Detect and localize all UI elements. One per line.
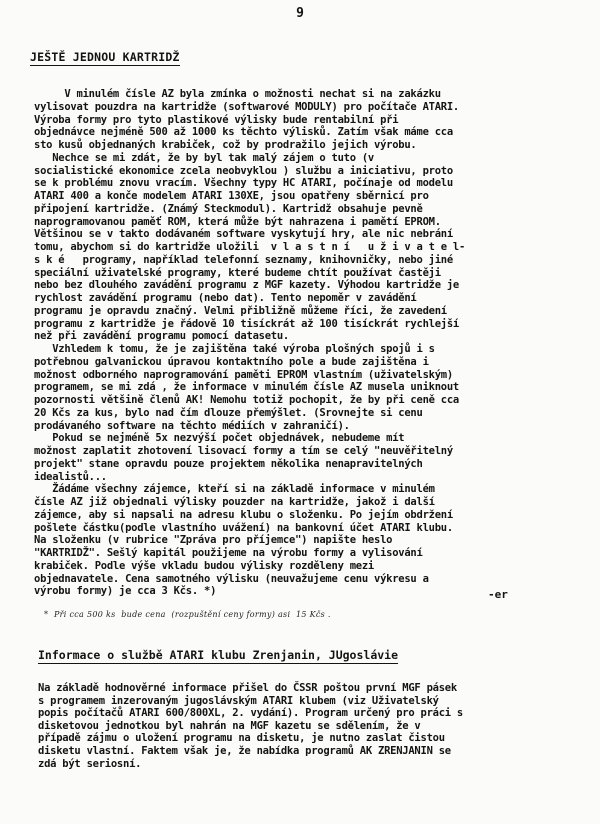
text-line: zájemce, aby si napsali na adresu klubu o složenku. Po jejím obdržení (34, 508, 453, 521)
text-line: nebo bez dlouhého zavádění programu z MGF kazety. Výhodou kartridže je (34, 279, 460, 292)
text-line: Vzhledem k tomu, že je zajištěna také výroba plošných spojů i s (34, 343, 435, 355)
text-line: Většinou se v takto dodávaném software vyskytují hry, ale nic nebrání (34, 228, 453, 241)
article-body-cartridge (34, 88, 586, 598)
page-number: 9 (296, 6, 304, 21)
handwritten-footnote: * Při cca 500 ks bude cena (rozpuštění ceny formy) asi 15 Kčs . (44, 610, 331, 619)
text-line: objednávce nejméně 500 až 1000 ks těchto výlisků. Zatím však máme cca (34, 126, 453, 139)
text-line: než při zavádění programu pomocí datasetu. (34, 330, 290, 343)
text-line: objednavatele. Cena samotného výlisku (neuvažujeme cenu výkresu a (34, 572, 429, 585)
text-line: čísle AZ již objednali výlisky pouzder na kartridže, jakož i další (34, 496, 435, 508)
text-line: sto kusů objednaných krabiček, což by prodražilo jejich výrobu. (34, 139, 417, 151)
text-line: socialistické ekonomice zcela neobvyklou ) službu a iniciativu, proto (34, 164, 453, 177)
text-line: V minulém čísle AZ byla zmínka o možnosti nechat si na zakázku (34, 88, 441, 100)
text-line: krabiček. Podle výše vkladu budou výlisky rozděleny mezi (34, 559, 375, 572)
text-line: Pokud se nejméně 5x nezvýší počet objednávek, nebudeme mít (34, 432, 405, 445)
text-line: s k é programy, například telefonní seznamy, knihovničky, nebo jiné (34, 253, 453, 266)
text-line: programem, se mi zdá , že informace v minulém čísle AZ musela uniknout (34, 381, 460, 394)
text-line: disketovou jednotkou byl nahrán na MGF kazetu se sdělením, že v (38, 719, 421, 732)
text-line: programu z kartridže je řádově 10 tisíckrát až 100 tisíckrát rychlejší (34, 317, 460, 330)
text-line: se k problému znovu vracím. Všechny typy HC ATARI, počínaje od modelu (34, 177, 453, 190)
text-line: naprogramovanou paměť ROM, která může být nahrazena i pamětí EPROM. (34, 215, 441, 228)
text-line: Žádáme všechny zájemce, kteří si na základě informace v minulém (34, 483, 435, 496)
text-line: prodávaného software na těchto médiích v zahraničí). (34, 419, 350, 432)
text-line: možnost zaplatit zhotovení lisovací formy a tím se celý "neuvěřitelný (34, 445, 453, 457)
text-line: potřebnou galvanickou úpravou kontaktního pole a bude zajištěna i (34, 355, 429, 368)
author-signature: -er (488, 588, 508, 601)
article-title-zrenjanin: Informace o službě ATARI klubu Zrenjanin, JUgoslávie (38, 648, 399, 662)
text-line: "KARTRIDŽ". Sešlý kapitál použijeme na výrobu formy a vylisování (34, 547, 423, 559)
text-line: Na složenku (v rubrice "Zpráva pro příjemce") napište heslo (34, 534, 393, 547)
text-line: pozornosti většině členů AK! Nemohu totiž pochopit, že by při ceně cca (34, 394, 460, 406)
text-line: programu je opravdu značný. Velmi přibližně můžeme říci, že zavedení (34, 304, 447, 317)
text-line: idealistů... (34, 470, 107, 483)
text-line: projekt" stane opravdu pouze projektem několika nenapravitelných (34, 457, 423, 470)
text-line: popis počítačů ATARI 600/800XL, 2. vydání). Program určený pro práci s (38, 707, 464, 720)
text-line: pošlete částku(podle vlastního uvážení) na bankovní účet ATARI klubu. (34, 521, 453, 534)
text-line: možnost odborného naprogramování paměti EPROM vlastním (uživatelským) (34, 368, 453, 381)
text-line: Nechce se mi zdát, že by byl tak malý zájem o tuto (v (34, 151, 375, 164)
text-line: případě zájmu o uložení programu na disketu, je nutno zaslat čistou (38, 732, 445, 745)
text-line: Výroba formy pro tyto plastikové výlisky bude rentabilní při (34, 113, 399, 126)
article-body-zrenjanin (38, 682, 586, 770)
article-title-cartridge: JEŠTĚ JEDNOU KARTRIDŽ (30, 50, 180, 64)
text-line: ATARI 400 a konče modelem ATARI 130XE, jsou opatřeny sběrnicí pro (34, 190, 429, 202)
text-line: Na základě hodnověrné informace přišel do ČSSR poštou první MGF pásek (38, 682, 457, 694)
text-line: s programem inzerovaným jugoslávským ATARI klubem (viz Uživatelský (38, 694, 439, 707)
text-line: disketu vlastní. Faktem však je, že nabídka programů AK ZRENJANIN se (38, 744, 451, 757)
text-line: vylisovat pouzdra na kartridže (softwarové MODULY) pro počítače ATARI. (34, 100, 460, 113)
text-line: 20 Kčs za kus, bylo nad čím dlouze přemýšlet. (Srovnejte si cenu (34, 406, 423, 419)
text-line: připojení kartridže. (Známý Steckmodul). Kartridž obsahuje pevně (34, 202, 423, 215)
text-line: tomu, abychom si do kartridže uložili v l a s t n í u ž i v a t e l- (34, 241, 466, 253)
text-line: výrobu formy) je cca 3 Kčs. *) (34, 585, 217, 598)
text-line: rychlost zavádění programu (nebo dat). Tento nepoměr v zavádění (34, 292, 417, 304)
text-line: speciální uživatelské programy, které budeme chtít používat častěji (34, 266, 441, 279)
text-line: zdá být seriosní. (38, 757, 142, 770)
